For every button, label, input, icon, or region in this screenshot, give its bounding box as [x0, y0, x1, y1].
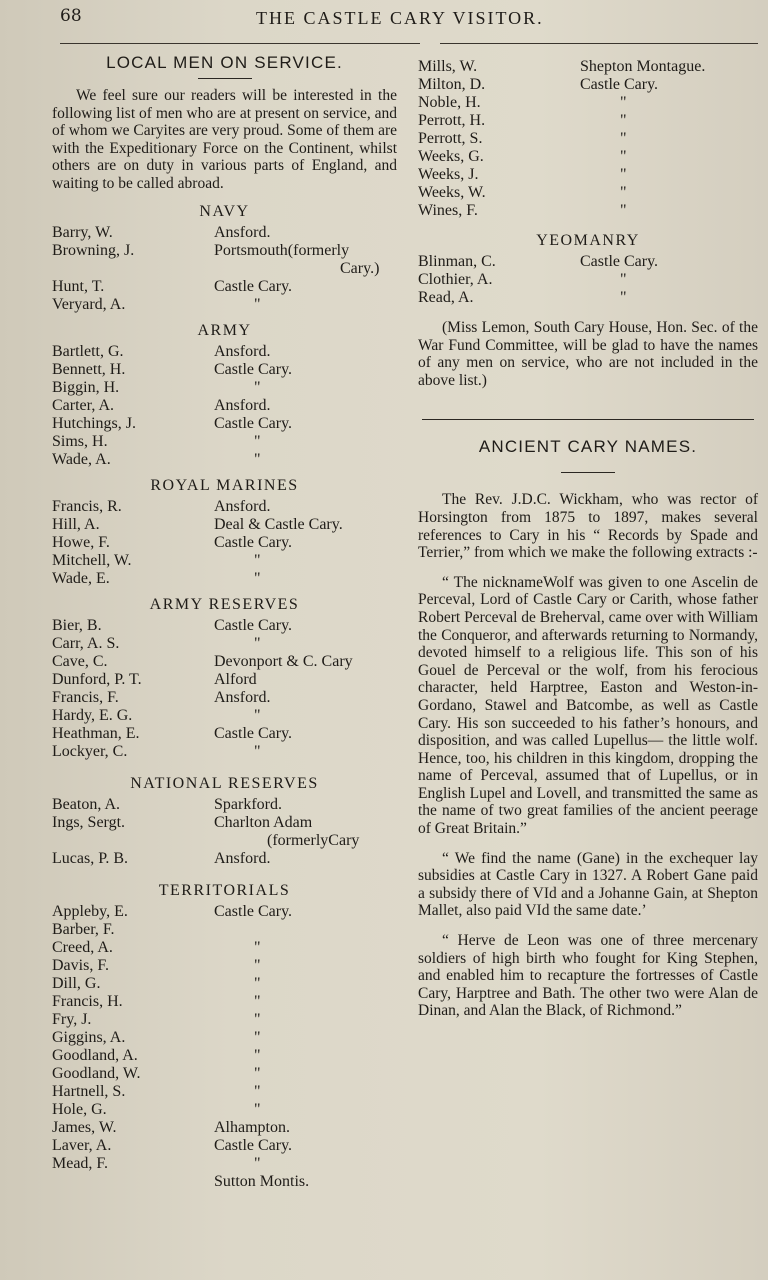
list-item — [52, 397, 397, 415]
entry-place: Castle Cary. — [214, 1136, 293, 1154]
territorials-list — [52, 903, 397, 1173]
entry-name: Barber, F. — [52, 920, 115, 938]
yeomanry-list — [418, 253, 758, 307]
entry-name: Browning, J. — [52, 241, 135, 259]
entry-place: Alhampton. — [214, 1118, 290, 1136]
army-reserves-heading: ARMY RESERVES — [149, 595, 300, 613]
entry-place: " — [254, 634, 261, 652]
list-item — [52, 260, 397, 278]
entry-place: " — [620, 166, 627, 183]
list-item — [52, 415, 397, 433]
entry-name: Weeks, W. — [418, 184, 486, 201]
list-item — [52, 451, 397, 469]
entry-name: Fry, J. — [52, 1010, 92, 1028]
entry-place: Ansford. — [214, 497, 271, 515]
list-item — [52, 671, 397, 689]
entry-name: Hutchings, J. — [52, 414, 136, 432]
entry-name: Blinman, C. — [418, 253, 496, 270]
list-item — [52, 993, 397, 1011]
national-reserves-heading: NATIONAL RESERVES — [130, 774, 319, 792]
army-reserves-list — [52, 617, 397, 761]
list-item — [52, 516, 397, 534]
entry-place: Portsmouth(formerly — [214, 241, 350, 259]
entry-name: Lucas, P. B. — [52, 849, 128, 867]
list-item — [52, 1083, 397, 1101]
list-item — [52, 617, 397, 635]
entry-place: Castle Cary. — [214, 533, 293, 551]
entry-place: " — [620, 94, 627, 111]
entry-place: Castle Cary. — [214, 360, 293, 378]
quote-wolf: “ The nicknameWolf was given to one Ascelin de Perceval, Lord of Castle Cary or Carith, whose father Robert Perceval de Breherval, came over with William the Conqueror, and afterwards returning to Normandy, devoted himself to a religious life. This son of his Gouel de Perceval or the wolf, from his ferocious character, held Harptree, Easton and Weston-in-Gordano, Stawel and Batcombe, as well as Castle Cary. His son succeeded to his father’s honours, and disposition, and was called Lupellus— the little wolf. Hence, too, his children in this kingdom, dropping the name of Perceval, assumed that of Lupellus, or in English Lupel and Lovell, and transmitted the same as the name of two great families of the ancient peerage of Great Britain.” — [418, 573, 758, 838]
right-column — [418, 58, 758, 1020]
list-item — [52, 689, 397, 707]
entry-name: Wines, F. — [418, 202, 478, 219]
entry-place: " — [254, 378, 261, 396]
entry-place: Ansford. — [214, 223, 271, 241]
entry-place: " — [254, 1082, 261, 1100]
list-item — [52, 242, 397, 260]
entry-name: Appleby, E. — [52, 902, 128, 920]
royal-marines-list — [52, 498, 397, 588]
ancient-intro: The Rev. J.D.C. Wickham, who was rector of Horsington from 1875 to 1897, makes several references to Cary in his “ Records by Spade and Terrier,” from which we make the following extracts :- — [418, 491, 758, 562]
entry-name: Bennett, H. — [52, 360, 126, 378]
entry-name: Read, A. — [418, 289, 474, 306]
entry-name: Veryard, A. — [52, 295, 126, 313]
left-column — [52, 50, 397, 1191]
list-item — [52, 939, 397, 957]
entry-name: Wade, A. — [52, 450, 111, 468]
list-item — [52, 957, 397, 975]
entry-place: Sparkford. — [214, 795, 282, 813]
entry-name: Clothier, A. — [418, 271, 493, 288]
entry-place: Castle Cary. — [580, 253, 659, 270]
list-item — [52, 975, 397, 993]
entry-name: Francis, H. — [52, 992, 123, 1010]
entry-place: Cary.) — [340, 259, 380, 277]
entry-name: Milton, D. — [418, 76, 486, 93]
entry-place: " — [620, 112, 627, 129]
entry-place: " — [254, 974, 261, 992]
entry-name: Lockyer, C. — [52, 742, 128, 760]
entry-name: Ings, Sergt. — [52, 813, 126, 831]
entry-name: Carter, A. — [52, 396, 115, 414]
list-item — [52, 1029, 397, 1047]
entry-name: Perrott, H. — [418, 112, 486, 129]
list-item — [52, 743, 397, 761]
territorials-final-row — [52, 1173, 397, 1191]
list-item — [52, 1155, 397, 1173]
entry-place: Castle Cary. — [214, 616, 293, 634]
entry-place: " — [254, 1028, 261, 1046]
list-item — [52, 1047, 397, 1065]
entry-name: Beaton, A. — [52, 795, 120, 813]
army-heading: ARMY — [197, 321, 252, 339]
yeomanry-heading: YEOMANRY — [536, 232, 640, 249]
navy-list — [52, 224, 397, 314]
list-item — [418, 253, 758, 271]
running-title: THE CASTLE CARY VISITOR. — [256, 8, 544, 28]
list-item — [52, 1011, 397, 1029]
entry-name: Creed, A. — [52, 938, 113, 956]
entry-place: (formerlyCary — [267, 831, 360, 849]
entry-name: Heathman, E. — [52, 724, 140, 742]
entry-place: " — [254, 938, 261, 956]
list-item — [52, 498, 397, 516]
entry-name: Cave, C. — [52, 652, 108, 670]
entry-place: " — [254, 706, 261, 724]
list-item — [418, 166, 758, 184]
entry-name: Hunt, T. — [52, 277, 105, 295]
entry-place: " — [620, 148, 627, 165]
header-rule-left — [60, 43, 420, 44]
entry-place: " — [254, 569, 261, 587]
entry-place: Castle Cary. — [214, 902, 293, 920]
list-item — [52, 707, 397, 725]
entry-place: Castle Cary. — [214, 724, 293, 742]
list-item — [418, 289, 758, 307]
entry-name: James, W. — [52, 1118, 117, 1136]
final-place: Sutton Montis. — [214, 1172, 310, 1190]
entry-name: Sims, H. — [52, 432, 108, 450]
entry-name: Bier, B. — [52, 616, 102, 634]
entry-place: " — [620, 271, 627, 288]
entry-place: Ansford. — [214, 342, 271, 360]
list-item — [52, 570, 397, 588]
entry-name: Mitchell, W. — [52, 551, 132, 569]
entry-name: Hill, A. — [52, 515, 100, 533]
war-fund-note: (Miss Lemon, South Cary House, Hon. Sec. of the War Fund Committee, will be glad to have the names of any men on service, who are not included in the above list.) — [418, 319, 758, 389]
entry-place: Alford — [214, 670, 257, 688]
entry-name: Hartnell, S. — [52, 1082, 126, 1100]
entry-place: Ansford. — [214, 849, 271, 867]
list-item — [52, 903, 397, 921]
entry-name: Barry, W. — [52, 223, 113, 241]
entry-name: Weeks, G. — [418, 148, 484, 165]
list-item — [418, 184, 758, 202]
entry-place: " — [620, 130, 627, 147]
list-item — [418, 76, 758, 94]
list-item — [418, 130, 758, 148]
army-list — [52, 343, 397, 469]
entry-name: Dunford, P. T. — [52, 670, 142, 688]
entry-place: " — [254, 992, 261, 1010]
entry-name: Noble, H. — [418, 94, 481, 111]
quote-herve: “ Herve de Leon was one of three mercenary soldiers of high birth who fought for King Stephen, and enabled him to recapture the fortresses of Castle Cary, Harptree and Bath. The other two were Alan de Dinan, and Alan the Black, of Richmond.” — [418, 932, 758, 1020]
list-item — [52, 379, 397, 397]
list-item — [418, 112, 758, 130]
entry-place: " — [254, 295, 261, 313]
list-item — [52, 653, 397, 671]
list-item — [52, 832, 397, 850]
entry-name: Bartlett, G. — [52, 342, 124, 360]
entry-place: Charlton Adam — [214, 813, 313, 831]
entry-place: Ansford. — [214, 396, 271, 414]
list-item — [52, 1101, 397, 1119]
quote-gane: “ We find the name (Gane) in the exchequer lay subsidies at Castle Cary in 1327. A Robert Gane paid a subsidy there of VId and a Johanne Gain, at Shepton Mallet, also paid VId the same date.’ — [418, 849, 758, 920]
entry-name: Weeks, J. — [418, 166, 479, 183]
entry-name: Goodland, A. — [52, 1046, 138, 1064]
entry-name: Howe, F. — [52, 533, 110, 551]
list-item — [52, 224, 397, 242]
entry-place: " — [254, 1010, 261, 1028]
entry-name: Carr, A. S. — [52, 634, 120, 652]
header-rule-right — [440, 43, 758, 44]
list-item — [52, 296, 397, 314]
entry-place: " — [254, 956, 261, 974]
list-item — [418, 58, 758, 76]
list-item — [418, 148, 758, 166]
entry-name: Goodland, W. — [52, 1064, 141, 1082]
navy-heading: NAVY — [199, 202, 250, 220]
list-item — [52, 850, 397, 868]
list-item — [52, 921, 397, 939]
title-underline — [198, 78, 252, 79]
entry-place: " — [254, 450, 261, 468]
list-item — [52, 433, 397, 451]
list-item — [52, 534, 397, 552]
entry-name: Mead, F. — [52, 1154, 109, 1172]
entry-place: Devonport & C. Cary — [214, 652, 353, 670]
entry-place: " — [254, 432, 261, 450]
list-item — [52, 725, 397, 743]
entry-name: Laver, A. — [52, 1136, 112, 1154]
royal-marines-heading: ROYAL MARINES — [150, 476, 299, 494]
entry-place: Castle Cary. — [580, 76, 659, 93]
territorials-heading: TERRITORIALS — [158, 881, 291, 899]
entry-place: " — [254, 1100, 261, 1118]
entry-name: Biggin, H. — [52, 378, 120, 396]
list-item — [52, 1137, 397, 1155]
entry-name: Wade, E. — [52, 569, 110, 587]
national-reserves-list — [52, 796, 397, 868]
entry-place: Shepton Montague. — [580, 58, 706, 75]
list-item — [52, 814, 397, 832]
list-item — [52, 343, 397, 361]
list-item — [418, 202, 758, 220]
list-item — [418, 94, 758, 112]
entry-name: Francis, F. — [52, 688, 119, 706]
list-item — [52, 1119, 397, 1137]
continued-list — [418, 58, 758, 220]
section-divider — [422, 419, 754, 420]
local-men-title: LOCAL MEN ON SERVICE. — [106, 53, 343, 72]
entry-name: Perrott, S. — [418, 130, 483, 147]
entry-place: " — [254, 1046, 261, 1064]
entry-place: Ansford. — [214, 688, 271, 706]
entry-place: " — [254, 551, 261, 569]
list-item — [52, 361, 397, 379]
entry-place: Deal & Castle Cary. — [214, 515, 343, 533]
local-men-intro: We feel sure our readers will be interested in the following list of men who are at present on service, and of whom we Caryites are very proud. Some of them are with the Expeditionary Force on the Continent, whilst others are on duty in various parts of England, and waiting to be called abroad. — [52, 87, 397, 192]
list-item — [52, 278, 397, 296]
entry-place: " — [620, 202, 627, 219]
entry-name: Francis, R. — [52, 497, 122, 515]
entry-name: Mills, W. — [418, 58, 478, 75]
entry-name: Dill, G. — [52, 974, 101, 992]
entry-place: " — [254, 1064, 261, 1082]
entry-name: Hardy, E. G. — [52, 706, 133, 724]
list-item — [52, 552, 397, 570]
entry-name: Hole, G. — [52, 1100, 107, 1118]
entry-place: " — [620, 289, 627, 306]
entry-name: Davis, F. — [52, 956, 109, 974]
entry-name: Giggins, A. — [52, 1028, 126, 1046]
page-number: 68 — [60, 6, 82, 26]
entry-place: " — [620, 184, 627, 201]
list-item — [52, 1065, 397, 1083]
list-item — [418, 271, 758, 289]
list-item — [52, 796, 397, 814]
ancient-title-underline — [561, 472, 615, 473]
ancient-names-title: ANCIENT CARY NAMES. — [478, 437, 698, 457]
entry-place: " — [254, 742, 261, 760]
entry-place: " — [254, 1154, 261, 1172]
list-item — [52, 635, 397, 653]
entry-place: Castle Cary. — [214, 414, 293, 432]
entry-place: Castle Cary. — [214, 277, 293, 295]
